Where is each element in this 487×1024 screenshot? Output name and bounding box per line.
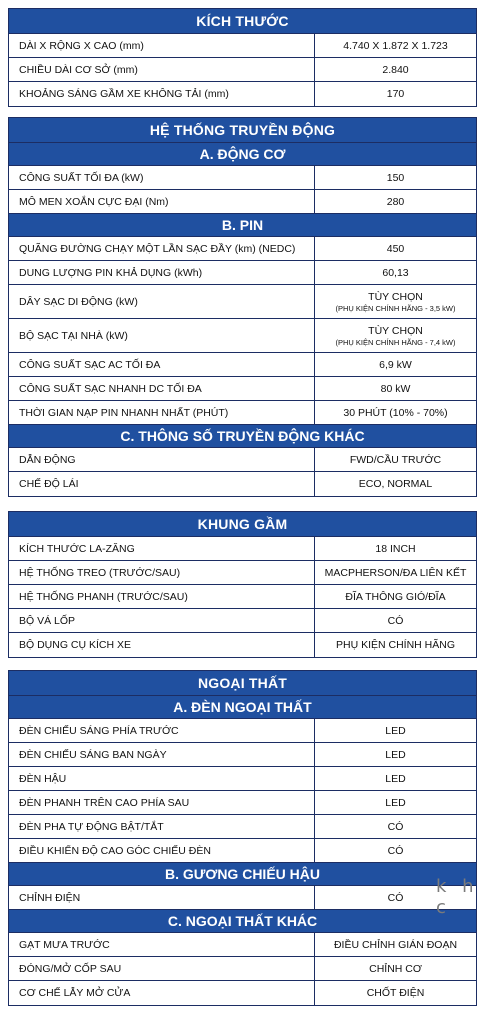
row-value — [315, 34, 476, 57]
table-row — [9, 933, 476, 957]
table-row — [9, 448, 476, 472]
row-value — [315, 377, 476, 400]
table-row — [9, 609, 476, 633]
row-label: ĐÈN CHIẾU SÁNG BAN NGÀY — [9, 743, 315, 766]
row-value — [315, 981, 476, 1005]
value-text: TÙY CHỌN — [368, 324, 423, 337]
table-row — [9, 585, 476, 609]
row-label: CHẾ ĐỘ LÁI — [9, 472, 315, 496]
row-label: GẠT MƯA TRƯỚC — [9, 933, 315, 956]
value-note: (PHỤ KIỆN CHÍNH HÃNG - 7,4 kW) — [335, 337, 456, 347]
table-row — [9, 377, 476, 401]
value-text: 280 — [386, 195, 405, 208]
table-row — [9, 472, 476, 496]
row-label: CÔNG SUẤT SẠC AC TỐI ĐA — [9, 353, 315, 376]
row-value — [315, 791, 476, 814]
row-value — [315, 237, 476, 260]
table-row — [9, 82, 476, 106]
row-value — [315, 190, 476, 213]
value-text: CÓ — [387, 614, 404, 627]
sub-header-guong-chieu-hau: B. GƯƠNG CHIẾU HẬU — [9, 863, 476, 886]
row-value — [315, 448, 476, 471]
row-label: MÔ MEN XOẮN CỰC ĐẠI (Nm) — [9, 190, 315, 213]
row-label: QUÃNG ĐƯỜNG CHẠY MỘT LẦN SẠC ĐẦY (km) (NEDC) — [9, 237, 315, 260]
value-text: 60,13 — [382, 266, 409, 279]
row-label: THỜI GIAN NẠP PIN NHANH NHẤT (PHÚT) — [9, 401, 315, 424]
row-label: KÍCH THƯỚC LA-ZĂNG — [9, 537, 315, 560]
value-text: PHỤ KIỆN CHÍNH HÃNG — [335, 639, 455, 651]
row-value — [315, 166, 476, 189]
value-text: CÓ — [387, 820, 404, 833]
value-text: FWD/CẦU TRƯỚC — [349, 453, 442, 466]
value-text: CÓ — [387, 891, 404, 904]
table-row — [9, 815, 476, 839]
row-label: CƠ CHẾ LẪY MỞ CỬA — [9, 981, 315, 1005]
table-row — [9, 537, 476, 561]
row-label: ĐIỀU KHIỂN ĐỘ CAO GÓC CHIẾU ĐÈN — [9, 839, 315, 862]
row-value — [315, 319, 476, 352]
value-text: 6,9 kW — [379, 358, 412, 371]
table-kich-thuoc — [8, 8, 477, 107]
table-row — [9, 791, 476, 815]
value-text: 80 kW — [380, 382, 411, 395]
row-label: HỆ THỐNG TREO (TRƯỚC/SAU) — [9, 561, 315, 584]
row-label: DẪN ĐỘNG — [9, 448, 315, 471]
sub-header-ngoai-that-khac: C. NGOẠI THẤT KHÁC — [9, 910, 476, 933]
section-header-khung-gam: KHUNG GẦM — [9, 512, 476, 537]
row-value — [315, 633, 476, 657]
row-label: ĐÈN PHANH TRÊN CAO PHÍA SAU — [9, 791, 315, 814]
row-value — [315, 815, 476, 838]
row-value — [315, 585, 476, 608]
value-text: TÙY CHỌN — [368, 290, 423, 303]
row-label: DÀI X RỘNG X CAO (mm) — [9, 34, 315, 57]
row-value — [315, 609, 476, 632]
row-value — [315, 353, 476, 376]
row-label: CHIỀU DÀI CƠ SỞ (mm) — [9, 58, 315, 81]
value-text: CHỈNH CƠ — [369, 962, 422, 975]
table-row — [9, 166, 476, 190]
value-text: 4.740 X 1.872 X 1.723 — [343, 39, 448, 52]
table-row — [9, 719, 476, 743]
row-label: ĐÓNG/MỞ CỐP SAU — [9, 957, 315, 980]
table-row — [9, 353, 476, 377]
table-row — [9, 261, 476, 285]
value-text: LED — [385, 796, 406, 809]
table-row — [9, 839, 476, 863]
table-row — [9, 886, 476, 910]
sub-header-dong-co: A. ĐỘNG CƠ — [9, 143, 476, 166]
value-text: CÓ — [387, 844, 404, 857]
table-row — [9, 285, 476, 319]
table-khung-gam — [8, 511, 477, 658]
row-label: CHỈNH ĐIỆN — [9, 886, 315, 909]
value-text: 150 — [386, 171, 405, 184]
table-row — [9, 58, 476, 82]
row-label: DÂY SẠC DI ĐỘNG (kW) — [9, 285, 315, 318]
value-text: ĐĨA THÔNG GIÓ/ĐĨA — [345, 590, 446, 603]
row-value — [315, 767, 476, 790]
sub-header-pin: B. PIN — [9, 214, 476, 237]
table-truyen-dong — [8, 117, 477, 497]
section-header-kich-thuoc: KÍCH THƯỚC — [9, 9, 476, 34]
row-value — [315, 401, 476, 424]
table-row — [9, 633, 476, 657]
row-label: BỘ VÁ LỐP — [9, 609, 315, 632]
value-text: LED — [385, 772, 406, 785]
row-value — [315, 472, 476, 496]
table-row — [9, 190, 476, 214]
row-value — [315, 719, 476, 742]
value-text: LED — [385, 748, 406, 761]
row-label: CÔNG SUẤT SẠC NHANH DC TỐI ĐA — [9, 377, 315, 400]
value-text: 450 — [386, 242, 405, 255]
sub-header-den-ngoai-that: A. ĐÈN NGOẠI THẤT — [9, 696, 476, 719]
table-row — [9, 237, 476, 261]
value-text: ECO, NORMAL — [358, 478, 433, 490]
value-text: MACPHERSON/ĐA LIÊN KẾT — [324, 566, 467, 579]
table-row — [9, 957, 476, 981]
row-label: HỆ THỐNG PHANH (TRƯỚC/SAU) — [9, 585, 315, 608]
row-value — [315, 285, 476, 318]
table-row — [9, 981, 476, 1005]
row-label: ĐÈN CHIẾU SÁNG PHÍA TRƯỚC — [9, 719, 315, 742]
value-text: 18 INCH — [375, 542, 416, 555]
row-value — [315, 839, 476, 862]
value-text: 170 — [386, 88, 405, 100]
row-label: BỘ SẠC TẠI NHÀ (kW) — [9, 319, 315, 352]
table-row — [9, 743, 476, 767]
value-text: ĐIỀU CHỈNH GIÁN ĐOẠN — [333, 938, 458, 951]
value-text: 2.840 — [382, 63, 409, 76]
row-value — [315, 537, 476, 560]
section-header-ngoai-that: NGOẠI THẤT — [9, 671, 476, 696]
table-row — [9, 319, 476, 353]
table-row — [9, 34, 476, 58]
section-header-truyen-dong: HỆ THỐNG TRUYỀN ĐỘNG — [9, 118, 476, 143]
row-value — [315, 743, 476, 766]
row-value — [315, 261, 476, 284]
row-label: ĐÈN PHA TỰ ĐỘNG BẬT/TẮT — [9, 815, 315, 838]
row-value — [315, 82, 476, 106]
row-label: CÔNG SUẤT TỐI ĐA (kW) — [9, 166, 315, 189]
row-value — [315, 561, 476, 584]
row-label: DUNG LƯỢNG PIN KHẢ DỤNG (kWh) — [9, 261, 315, 284]
value-text: LED — [385, 724, 406, 737]
value-text: 30 PHÚT (10% - 70%) — [343, 406, 448, 419]
value-note: (PHỤ KIỆN CHÍNH HÃNG - 3,5 kW) — [335, 303, 456, 313]
row-label: BỘ DỤNG CỤ KÍCH XE — [9, 633, 315, 657]
table-row — [9, 561, 476, 585]
value-text: CHỐT ĐIỆN — [366, 987, 425, 999]
row-value — [315, 58, 476, 81]
watermark: k h c — [436, 876, 479, 918]
sub-header-truyen-dong-khac: C. THÔNG SỐ TRUYỀN ĐỘNG KHÁC — [9, 425, 476, 448]
row-value — [315, 933, 476, 956]
row-label: KHOẢNG SÁNG GẦM XE KHÔNG TẢI (mm) — [9, 82, 315, 106]
table-row — [9, 401, 476, 425]
row-label: ĐÈN HẬU — [9, 767, 315, 790]
row-value — [315, 957, 476, 980]
table-ngoai-that — [8, 670, 477, 1006]
table-row — [9, 767, 476, 791]
